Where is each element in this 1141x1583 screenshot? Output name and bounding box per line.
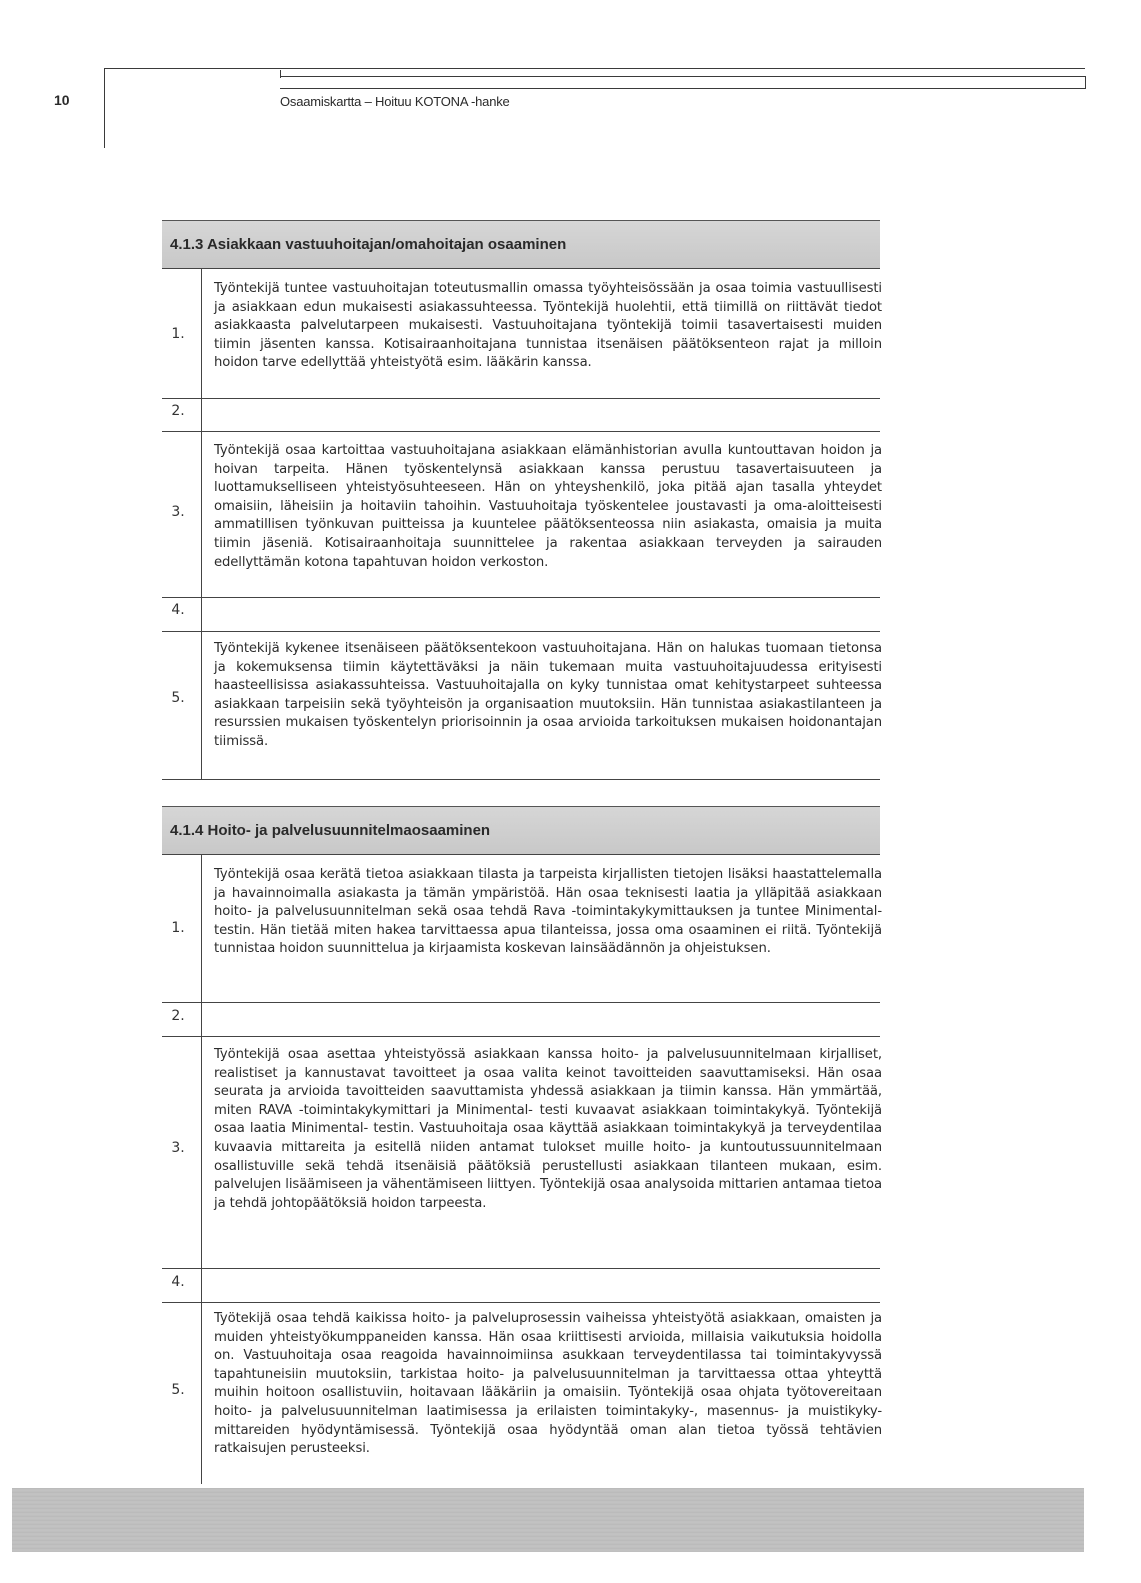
level-label: 2. xyxy=(171,403,185,419)
rubric-table xyxy=(162,854,880,1484)
row-divider xyxy=(162,854,880,855)
level-label: 4. xyxy=(171,602,185,618)
column-divider xyxy=(201,268,202,780)
level-label: 3. xyxy=(171,1140,185,1156)
row-divider xyxy=(162,631,880,632)
row-divider xyxy=(162,1002,880,1003)
level-description: Työtekijä osaa tehdä kaikissa hoito- ja palveluprosessin vaiheissa yhteistyötä asiakkaan, omaisten ja muiden yhteistyökumppaneiden kanssa. Hän osaa kriittisesti arvioida, millaisia vaikutuksia hoidolla on. Vastuuhoitaja osaa reagoida havainnoimiinsa asukkaan terveydentilassa tai toimintakyvyssä tapahtuneisiin muutoksiin, tarkistaa hoito- ja palvelusuunnitelman ja tarvittaessa ottaa yhteyttä muihin hoitoon osallistuviin, hoitavaan lääkäriin ja omaisiin. Työntekijä osaa ohjata työtovereitaan hoito- ja palvelusuunnitelman laatimisessa ja erilaisten toimintakyky-, masennus- ja muistikyky- mittareiden hyödyntämisessä. Työntekijä osaa hyödyntää oman alan tietoa työssä tehtävien ratkaisujen perusteeksi. xyxy=(214,1311,882,1457)
footer-band xyxy=(12,1488,1084,1552)
level-description: Työntekijä tuntee vastuuhoitajan toteutusmallin omassa työyhteisössään ja osaa toimia vastuullisesti ja asiakkaan edun mukaisesti asiakassuhteessa. Työntekijä huolehtii, että tiimillä on riittävät tiedot asiakkaasta palvelutarpeen mukaisesti. Vastuuhoitajana työntekijä toimii tasavertaisesti muiden tiimin jäsenten kanssa. Kotisairaanhoitajana tunnistaa itsenäisen päätöksenteon rajat ja milloin hoidon tarve edellyttää yhteistyötä esim. lääkärin kanssa. xyxy=(214,281,882,371)
level-label: 1. xyxy=(171,920,185,936)
level-description: Työntekijä osaa kartoittaa vastuuhoitajana asiakkaan elämänhistorian avulla kuntouttavan hoidon ja hoivan tarpeita. Hänen työskentelynsä asiakkaan kanssa perustuu tasavertaisuuteen ja luottamukselliseen yhteistyösuhteeseen. Hän on yhteyshenkilö, joka pitää ajan tasalla yhteydet omaisiin, läheisiin ja hoitaviin tahoihin. Vastuuhoitaja työskentelee joustavasti ja oma-aloitteisesti ammatillisen työnkuvan puitteissa ja kuuntelee päätöksenteossa niin asiakasta, omaisia ja muita tiimin jäseniä. Kotisairaanhoitaja suunnittelee ja rakentaa asiakkaan terveyden ja sairauden edellyttämän kotona tapahtuvan hoidon verkoston. xyxy=(214,443,882,570)
header-frame-inner-top xyxy=(280,76,1086,77)
level-label: 4. xyxy=(171,1274,185,1290)
row-divider xyxy=(162,1302,880,1303)
header-frame-left xyxy=(104,68,105,148)
section-title xyxy=(162,220,880,268)
header-frame-inner-bottom xyxy=(280,88,1086,89)
level-description: Työntekijä kykenee itsenäiseen päätöksentekoon vastuuhoitajana. Hän on halukas tuomaan tietonsa ja kokemuksensa tiimin käytettäväksi ja näin tukemaan muita vastuuhoitajuudessa erityisesti haasteellisissa asiakassuhteissa. Vastuuhoitajalla on kyky tunnistaa omat kehitystarpeet suhteessa asiakkaan tarpeisiin sekä työyhteisön ja organisaation muutoksiin. Hän tunnistaa asiakastilanteen ja resurssien mukaisen työskentelyn priorisoinnin ja osaa arvioida tarkoituksen mukaisen hoidonantajan tiimissä. xyxy=(214,641,882,749)
rubric-table xyxy=(162,268,880,780)
row-divider xyxy=(162,1268,880,1269)
row-divider xyxy=(162,1036,880,1037)
section-heading-text: 4.1.3 Asiakkaan vastuuhoitajan/omahoitajan osaaminen xyxy=(170,236,567,253)
row-divider xyxy=(162,597,880,598)
level-description: Työntekijä osaa asettaa yhteistyössä asiakkaan kanssa hoito- ja palvelusuunnitelmaan kirjalliset, realistiset ja kannustavat tavoitteet ja osaa valita keinot tavoitteiden saavuttamiseksi. Hän osaa seurata ja arvioida tavoitteiden saavuttamista yhdessä asiakkaan ja tiimin kanssa. Hän ymmärtää, miten RAVA -toimintakykymittari ja Minimental- testi kuvaavat asiakkaan toimintakykyä. Työntekijä osaa laatia Minimental- testin. Vastuuhoitaja osaa käyttää asiakkaan toimintakykyä ja terveydentilaa kuvaavia mittareita ja esitellä niiden antamat tulokset muille hoito- ja kuntoutussuunnitelmaan osallistuville sekä tehdä itsenäisiä päätöksiä perustellusti asiakkaan tilanteen mukaan, esim. palvelujen lisäämiseen ja vähentämiseen liittyen. Työntekijä osaa analysoida mittarien antamaa tietoa ja tehdä johtopäätöksiä hoidon tarpeesta. xyxy=(214,1047,882,1211)
row-divider xyxy=(162,431,880,432)
level-label: 5. xyxy=(171,1382,185,1398)
running-header-title: Osaamiskartta – Hoituu KOTONA -hanke xyxy=(280,94,510,109)
page-number: 10 xyxy=(54,92,70,108)
section-title xyxy=(162,806,880,854)
header-frame-inner-left xyxy=(280,70,281,78)
header-frame-top xyxy=(104,68,1085,69)
row-divider xyxy=(162,779,880,780)
header-frame-right xyxy=(1085,76,1086,89)
section-heading-text: 4.1.4 Hoito- ja palvelusuunnitelmaosaaminen xyxy=(170,822,491,839)
column-divider xyxy=(201,854,202,1484)
level-label: 3. xyxy=(171,504,185,520)
row-divider xyxy=(162,268,880,269)
row-divider xyxy=(162,398,880,399)
level-label: 1. xyxy=(171,326,185,342)
level-label: 5. xyxy=(171,690,185,706)
level-description: Työntekijä osaa kerätä tietoa asiakkaan tilasta ja tarpeista kirjallisten tietojen lisäksi haastattelemalla ja havainnoimalla asiakasta ja tämän ympäristöä. Hän osaa teknisesti laatia ja ylläpitää asiakkaan hoito- ja palvelusuunnitelman sekä osaa tehdä Rava -toimintakykymittauksen ja tuntee Minimental-testin. Hän tietää miten hakea tarvittaessa apua tilanteissa, jossa oma osaaminen ei riitä. Työntekijä tunnistaa hoidon suunnittelua ja kirjaamista koskevan lainsäädännön ja ohjeistuksen. xyxy=(214,867,882,957)
level-label: 2. xyxy=(171,1008,185,1024)
